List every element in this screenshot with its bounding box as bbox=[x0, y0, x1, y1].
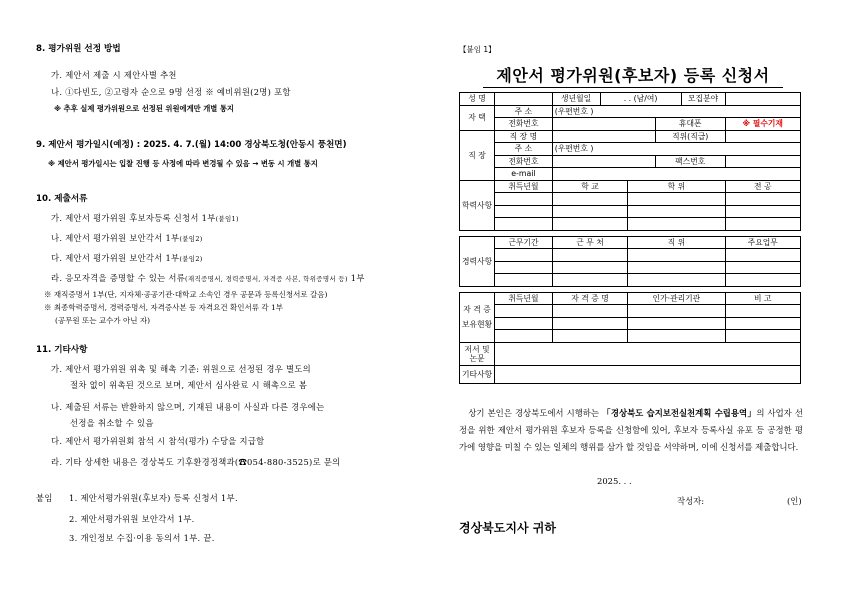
label-work-address: 주 소 bbox=[495, 143, 553, 156]
label-name: 성 명 bbox=[460, 93, 495, 106]
addressee: 경상북도지사 귀하 bbox=[459, 521, 556, 535]
label-fax: 팩스번호 bbox=[655, 155, 725, 168]
section-10-item-a: 가. 제안서 평가위원 후보자등록 신청서 1부(붙임1) bbox=[51, 213, 239, 223]
edu-row bbox=[460, 218, 801, 231]
pledge-text: 상기 본인은 경상북도에서 시행하는 「경상북도 습지보전실천계획 수립용역」의 사업자 선정을 위한 제안서 평가위원 후보자 등록을 신청함에 있어, 후보자 등록사실 유포 등 공정한 평가에 영향을 미칠 수 있는 일체의 행위를 삼가 할 것임을 서약하며, 이에 신청서를 제출합니다. bbox=[459, 408, 803, 452]
section-11-item-c: 다. 제안서 평가위원회 참석 시 참석(평가) 수당을 지급함 bbox=[51, 436, 265, 446]
label-field: 모집분야 bbox=[681, 93, 725, 106]
cert-col-issuer: 인가·관리기관 bbox=[628, 292, 725, 305]
attachment-tag: 【붙임 1】 bbox=[459, 45, 496, 54]
career-row bbox=[460, 261, 801, 274]
cert-col-year: 취득년월 bbox=[495, 292, 553, 305]
career-col-org: 근 무 처 bbox=[552, 236, 628, 249]
section-11-item-b-line2: 선정을 취소할 수 있음 bbox=[70, 418, 154, 428]
cert-row bbox=[460, 305, 801, 318]
cert-col-remark: 비 고 bbox=[725, 292, 800, 305]
home-address-value[interactable]: (우편번호 ) bbox=[552, 105, 800, 118]
cert-row bbox=[460, 317, 801, 330]
edu-row bbox=[460, 205, 801, 218]
attachment-item-2: 2. 제안서평가위원 보안각서 1부. bbox=[69, 514, 195, 524]
section-10-item-c: 다. 제안서 평가위원 보안각서 1부(붙임2) bbox=[51, 253, 203, 263]
cert-col-name: 자 격 증 명 bbox=[552, 292, 628, 305]
label-home-phone: 전화번호 bbox=[495, 118, 553, 131]
section-9-heading: 9. 제안서 평가일시(예정) : 2025. 4. 7.(월) 14:00 경상북도청(안동시 풍천면) bbox=[36, 140, 347, 150]
attachment-label: 붙임 bbox=[36, 493, 53, 503]
career-col-duty: 주요업무 bbox=[725, 236, 800, 249]
seal-mark: (인) bbox=[787, 496, 802, 506]
position-value[interactable] bbox=[725, 130, 800, 143]
label-work-phone: 전화번호 bbox=[495, 155, 553, 168]
attachment-item-1: 1. 제안서평가위원(후보자) 등록 신청서 1부. bbox=[69, 493, 238, 503]
label-education: 학력사항 bbox=[460, 180, 495, 230]
career-col-rank: 직 위 bbox=[628, 236, 725, 249]
section-11-item-d: 라. 기타 상세한 내용은 경상북도 기후환경정책과(☎054-880-3525)로 문의 bbox=[51, 457, 341, 467]
fax-value[interactable] bbox=[725, 155, 800, 168]
section-10-note-2: ※ 최종학력증명서, 경력증명서, 자격증사본 등 자격요건 확인서류 각 1부 bbox=[44, 303, 283, 312]
registration-form-table bbox=[459, 92, 801, 384]
label-email: e-mail bbox=[495, 168, 553, 181]
section-8-note: ※ 추후 실제 평가위원으로 선정된 위원에게만 개별 통지 bbox=[54, 104, 234, 113]
section-10-note-1: ※ 재직증명서 1부(단, 지자체·공공기관·대학교 소속인 경우 공문과 등록신청서로 갈음) bbox=[44, 290, 328, 299]
label-certificates: 자 격 증 보유현황 bbox=[460, 292, 495, 342]
section-11-heading: 11. 기타사항 bbox=[36, 345, 88, 355]
name-value[interactable] bbox=[495, 93, 553, 106]
label-other: 기타사항 bbox=[460, 365, 495, 383]
edu-col-degree: 학 위 bbox=[628, 180, 725, 193]
attachment-item-3: 3. 개인정보 수집·이용 동의서 1부. 끝. bbox=[69, 533, 215, 543]
career-row bbox=[460, 249, 801, 262]
section-8-item-a: 가. 제안서 제출 시 제안사별 추천 bbox=[51, 70, 177, 80]
label-home-address: 주 소 bbox=[495, 105, 553, 118]
required-note: ※ 필수기재 bbox=[725, 118, 800, 131]
section-8-heading: 8. 평가위원 선정 방법 bbox=[36, 44, 121, 54]
label-mobile: 휴대폰 bbox=[655, 118, 725, 131]
birth-value[interactable]: . . (남/여) bbox=[600, 93, 681, 106]
other-value[interactable] bbox=[495, 365, 801, 383]
work-address-value[interactable]: (우편번호 ) bbox=[552, 143, 800, 156]
edu-col-year: 취득년월 bbox=[495, 180, 553, 193]
cert-row bbox=[460, 330, 801, 343]
label-work: 직 장 bbox=[460, 130, 495, 180]
label-publications: 저서 및 논문 bbox=[460, 342, 495, 365]
section-8-item-b: 나. ①다빈도, ②고령자 순으로 9명 선정 ※ 예비위원(2명) 포함 bbox=[51, 87, 291, 97]
section-9-note: ※ 제안서 평가일시는 입찰 진행 등 사정에 따라 변경될 수 있음 → 변동 시 개별 통지 bbox=[48, 159, 318, 168]
label-birth: 생년월일 bbox=[552, 93, 600, 106]
publications-value[interactable] bbox=[495, 342, 801, 365]
signer-label: 작성자: bbox=[677, 496, 705, 506]
section-10-item-d: 라. 응모자격을 증명할 수 있는 서류(재직증명서, 경력증명서, 자격증 사본, 학위증명서 등) 1부 bbox=[51, 273, 365, 283]
home-phone-value[interactable] bbox=[552, 118, 655, 131]
work-phone-value[interactable] bbox=[552, 155, 655, 168]
edu-col-school: 학 교 bbox=[552, 180, 628, 193]
section-11-item-a-line2: 절차 없이 위촉된 것으로 보며, 제안서 심사완료 시 해촉으로 봄 bbox=[70, 380, 308, 390]
email-value[interactable] bbox=[552, 168, 800, 181]
career-row bbox=[460, 274, 801, 287]
label-position: 직위(직급) bbox=[655, 130, 725, 143]
label-workplace: 직 장 명 bbox=[495, 130, 553, 143]
section-10-heading: 10. 제출서류 bbox=[36, 194, 88, 204]
label-home: 자 택 bbox=[460, 105, 495, 130]
section-11-item-a-line1: 가. 제안서 평가위원 위촉 및 해촉 기준: 위원으로 선정된 경우 별도의 bbox=[51, 364, 311, 374]
submission-date[interactable]: 2025. . . bbox=[597, 476, 632, 486]
section-10-note-3: (공무원 또는 교수가 아닌 자) bbox=[55, 316, 151, 325]
edu-row bbox=[460, 193, 801, 206]
section-11-item-b-line1: 나. 제출된 서류는 반환하지 않으며, 기재된 내용이 사실과 다른 경우에는 bbox=[51, 402, 325, 412]
form-title: 제안서 평가위원(후보자) 등록 신청서 bbox=[483, 63, 783, 88]
career-col-period: 근무기간 bbox=[495, 236, 553, 249]
section-10-item-b: 나. 제안서 평가위원 보안각서 1부(붙임2) bbox=[51, 233, 203, 243]
workplace-value[interactable] bbox=[552, 130, 655, 143]
field-value[interactable] bbox=[725, 93, 800, 106]
edu-col-major: 전 공 bbox=[725, 180, 800, 193]
label-career: 경력사항 bbox=[460, 236, 495, 286]
